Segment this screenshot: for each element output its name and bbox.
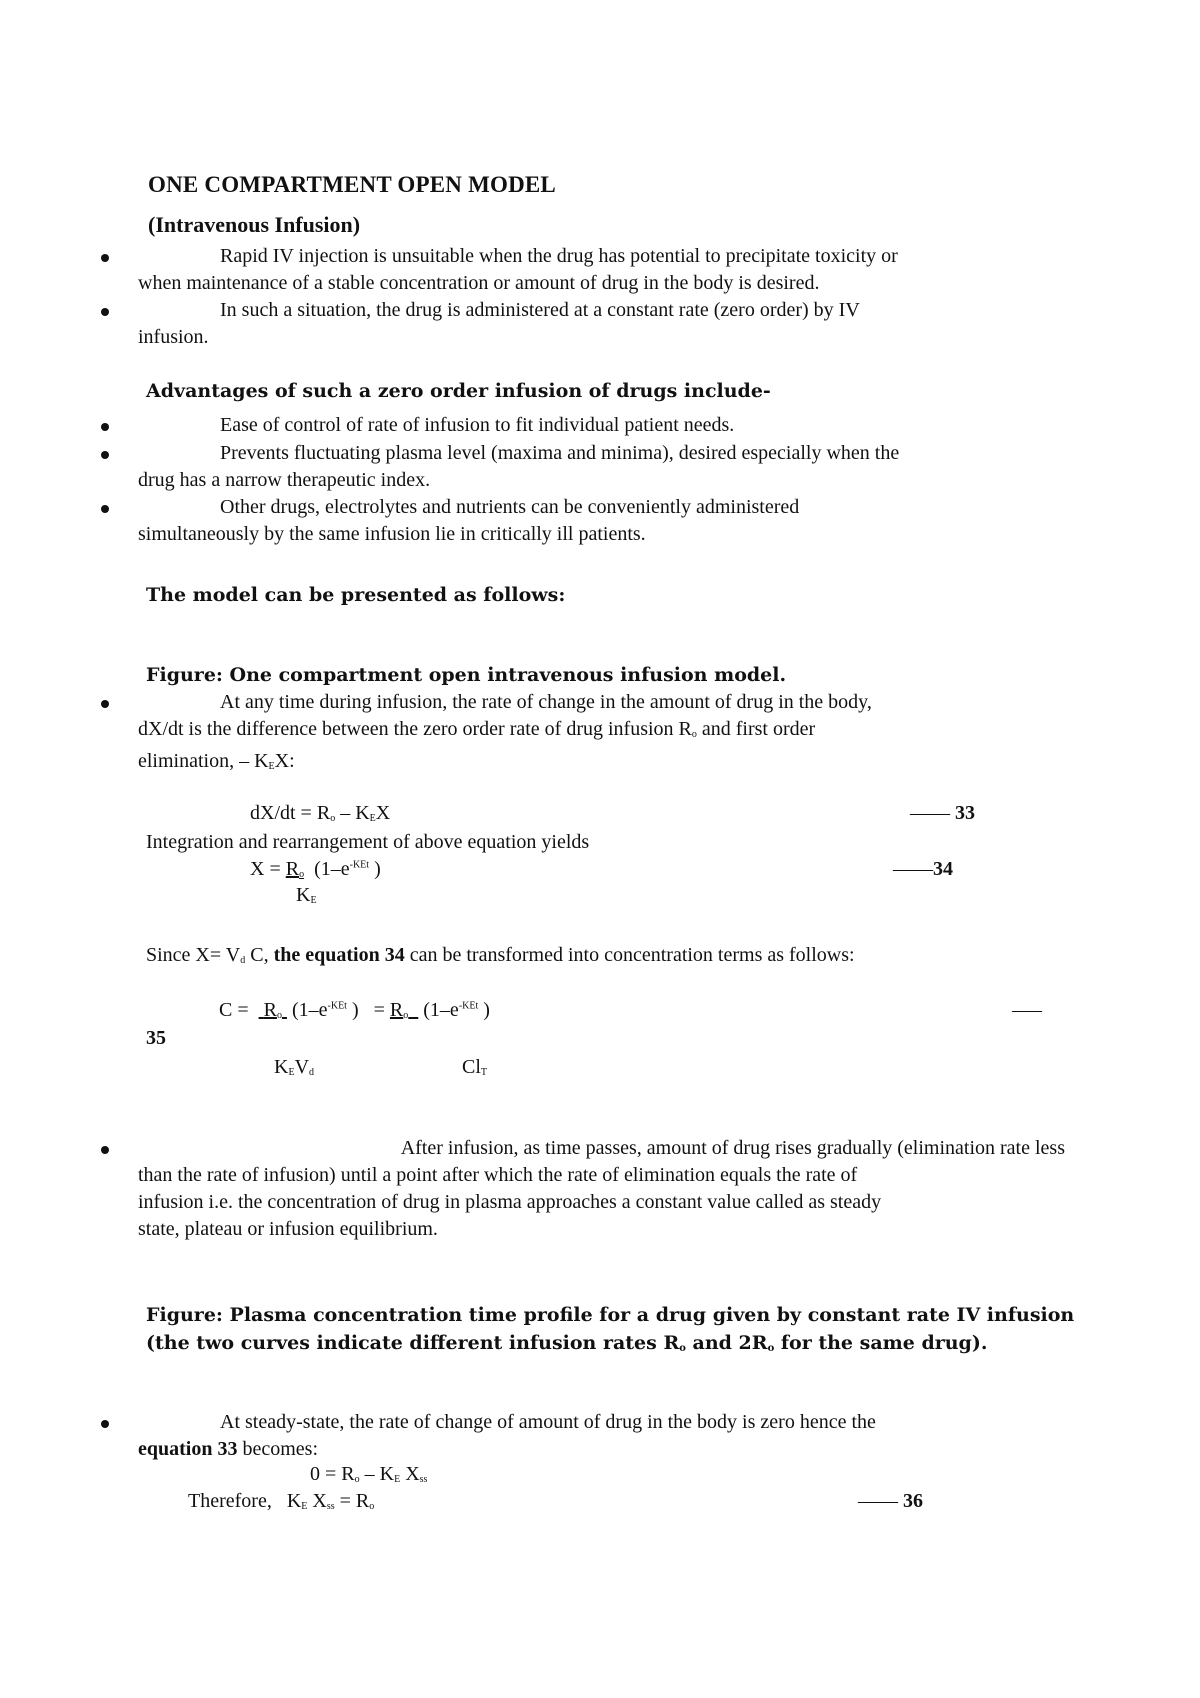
equation-36-number: –––– 36 — [858, 1490, 923, 1512]
bullet-icon — [101, 308, 109, 316]
page-title: ONE COMPARTMENT OPEN MODEL — [148, 172, 556, 197]
bullet-icon — [101, 1420, 109, 1428]
equation-33: $dX/dt = R_o - K_EX$ — [250, 802, 391, 824]
page-subtitle: (Intravenous Infusion) — [148, 212, 361, 237]
equation-34-denominator: $K_E$ — [296, 884, 317, 906]
equation-34: $X = R_o$ ($1-e^{-KEt}$ ) — [250, 858, 381, 880]
figure2-caption: Figure: Plasma concentration time profile for a drug given by constant rate IV infusion (the two curves indicate different infusion rates $R_o$ and $2R_o$ for the same drug). — [146, 1304, 1075, 1354]
equation-36: Therefore, $K_E$ $X_{ss} = R_o$ — [188, 1490, 375, 1512]
since-text: Since $X= V_d$ C, the equation 34 can be transformed into concentration terms as follows: — [146, 944, 855, 966]
advantage-item-1: Ease of control of rate of infusion to fit individual patient needs. — [220, 414, 735, 436]
equation-35-denominator-2: $Cl_T$ — [462, 1056, 488, 1078]
equation-35-dashes: ––– — [1012, 999, 1042, 1021]
bullet-icon — [101, 700, 109, 708]
equation-35-denominator-1: $K_EV_d$ — [274, 1056, 315, 1078]
bullet-icon — [101, 1146, 109, 1154]
equation-35-number: 35 — [146, 1027, 166, 1049]
bullet-icon — [101, 423, 109, 431]
steady-state-bullet: After infusion, as time passes, amount of drug rises gradually (elimination rate less than the rate of infusion) until a point after which the rate of elimination equals the rate of infusion i.e. the concentration of drug in plasma approaches a constant value called as steady state, plateau or infusion equilibrium. — [138, 1137, 1065, 1240]
model-heading: The model can be presented as follows: — [146, 584, 566, 606]
equation-34-number: ––––34 — [893, 858, 953, 880]
rate-bullet: At any time during infusion, the rate of change in the amount of drug in the body, dX/dt is the difference between the zero order rate of drug infusion $R_o$ and first order elimination, – $K_EX$: — [138, 691, 872, 772]
intro-bullet-2: In such a situation, the drug is administered at a constant rate (zero order) by IV infusion. — [138, 299, 860, 348]
bullet-icon — [101, 451, 109, 459]
bullet-icon — [101, 505, 109, 513]
integration-text: Integration and rearrangement of above equation yields — [146, 831, 590, 853]
advantage-item-2: Prevents fluctuating plasma level (maxima and minima), desired especially when the drug has a narrow therapeutic index. — [138, 442, 900, 491]
figure1-caption: Figure: One compartment open intravenous infusion model. — [146, 664, 787, 686]
equation-steady-state: $0 = R_o - K_E$ $X_{ss}$ — [310, 1463, 428, 1485]
advantage-item-3: Other drugs, electrolytes and nutrients can be conveniently administered simultaneously by the same infusion lie in critically ill patients. — [138, 496, 800, 545]
equation-35: $C = R_o$ ($1-e^{-KEt}$ ) = $R_o$ ($1-e^{-KEt}$ ) — [219, 999, 490, 1021]
bullet-icon — [101, 254, 109, 262]
intro-bullet-1: Rapid IV injection is unsuitable when the drug has potential to precipitate toxicity or when maintenance of a stable concentration or amount of drug in the body is desired. — [138, 245, 898, 294]
advantages-heading: Advantages of such a zero order infusion of drugs include- — [146, 380, 771, 402]
equation-33-number: –––– 33 — [910, 802, 975, 824]
zero-rate-bullet: At steady-state, the rate of change of amount of drug in the body is zero hence the equation 33 becomes: — [138, 1411, 876, 1460]
